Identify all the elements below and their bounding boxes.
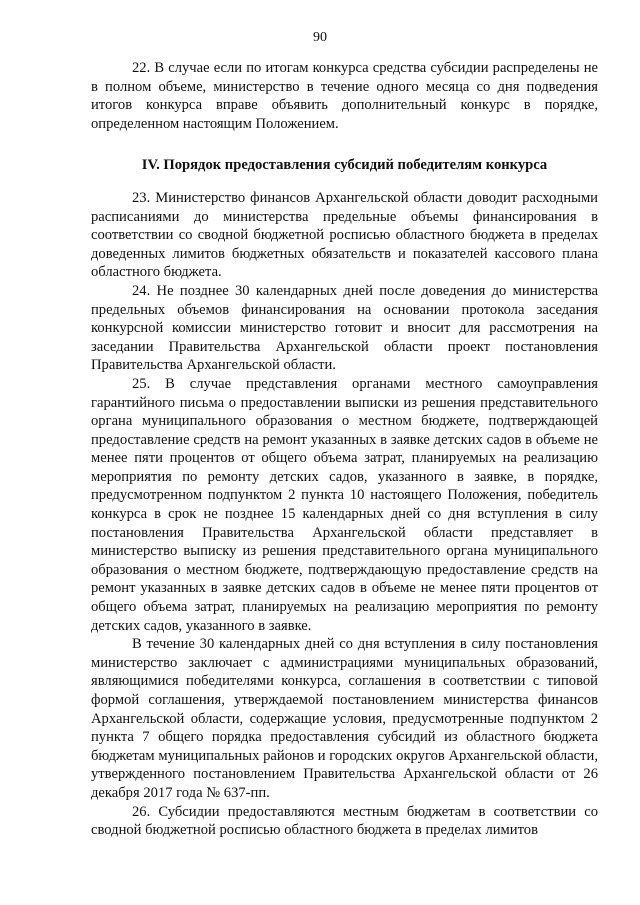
paragraph-22: 22. В случае если по итогам конкурса средства субсидии распределены не в полном объеме, министерство в течение одного месяца со дня подведения итогов конкурса вправе объявить дополнительный конкурс в порядке, определенном настоящим Положением.	[91, 60, 598, 132]
paragraph-25: 25. В случае представления органами местного самоуправления гарантийного письма о предоставлении выписки из решения представительного органа муниципального образования о местном бюджете, подтверждающей предоставление средств на ремонт указанных в заявке детских садов в объеме не менее пяти процентов от общего объема затрат, планируемых на реализацию мероприятия по ремонту детских садов, указанного в заявке, в порядке, предусмотренном подпунктом 2 пункта 10 настоящего Положения, победитель конкурса в срок не позднее 15 календарных дней со дня вступления в силу постановления Правительства Архангельской области представляет в министерство выписку из решения представительного органа муниципального образования о местном бюджете, подтверждающую предоставление средств на ремонт указанных в заявке детских садов в объеме не менее пяти процентов от общего объема затрат, планируемых на реализацию мероприятия по ремонту детских садов, указанного в заявке.	[91, 375, 598, 634]
paragraph-26: 26. Субсидии предоставляются местным бюджетам в соответствии со сводной бюджетной росписью областного бюджета в пределах лимитов	[91, 803, 598, 839]
document-body	[91, 59, 598, 840]
page-number: 90	[313, 30, 327, 45]
paragraph-24: 24. Не позднее 30 календарных дней после доведения до министерства предельных объемов финансирования на основании протокола заседания конкурсной комиссии министерство готовит и вносит для рассмотрения на заседании Правительства Архангельской области проект постановления Правительства Архангельской области.	[91, 282, 598, 374]
section-heading: IV. Порядок предоставления субсидий победителям конкурса	[141, 157, 548, 174]
paragraph-23: 23. Министерство финансов Архангельской области доводит расходными расписаниями до министерства предельные объемы финансирования в соответствии со сводной бюджетной росписью областного бюджета в пределах доведенных лимитов бюджетных обязательств и показателей кассового плана областного бюджета.	[91, 189, 598, 281]
paragraph-25-continued: В течение 30 календарных дней со дня вступления в силу постановления министерство заключает с администрациями муниципальных образований, являющимися победителями конкурса, соглашения в соответствии с типовой формой соглашения, утверждаемой постановлением министерства финансов Архангельской области, содержащие условия, предусмотренные подпунктом 2 пункта 7 общего порядка предоставления субсидий из областного бюджета бюджетам муниципальных районов и городских округов Архангельской области, утвержденного постановлением Правительства Архангельской области от 26 декабря 2017 года № 637-пп.	[91, 636, 598, 801]
